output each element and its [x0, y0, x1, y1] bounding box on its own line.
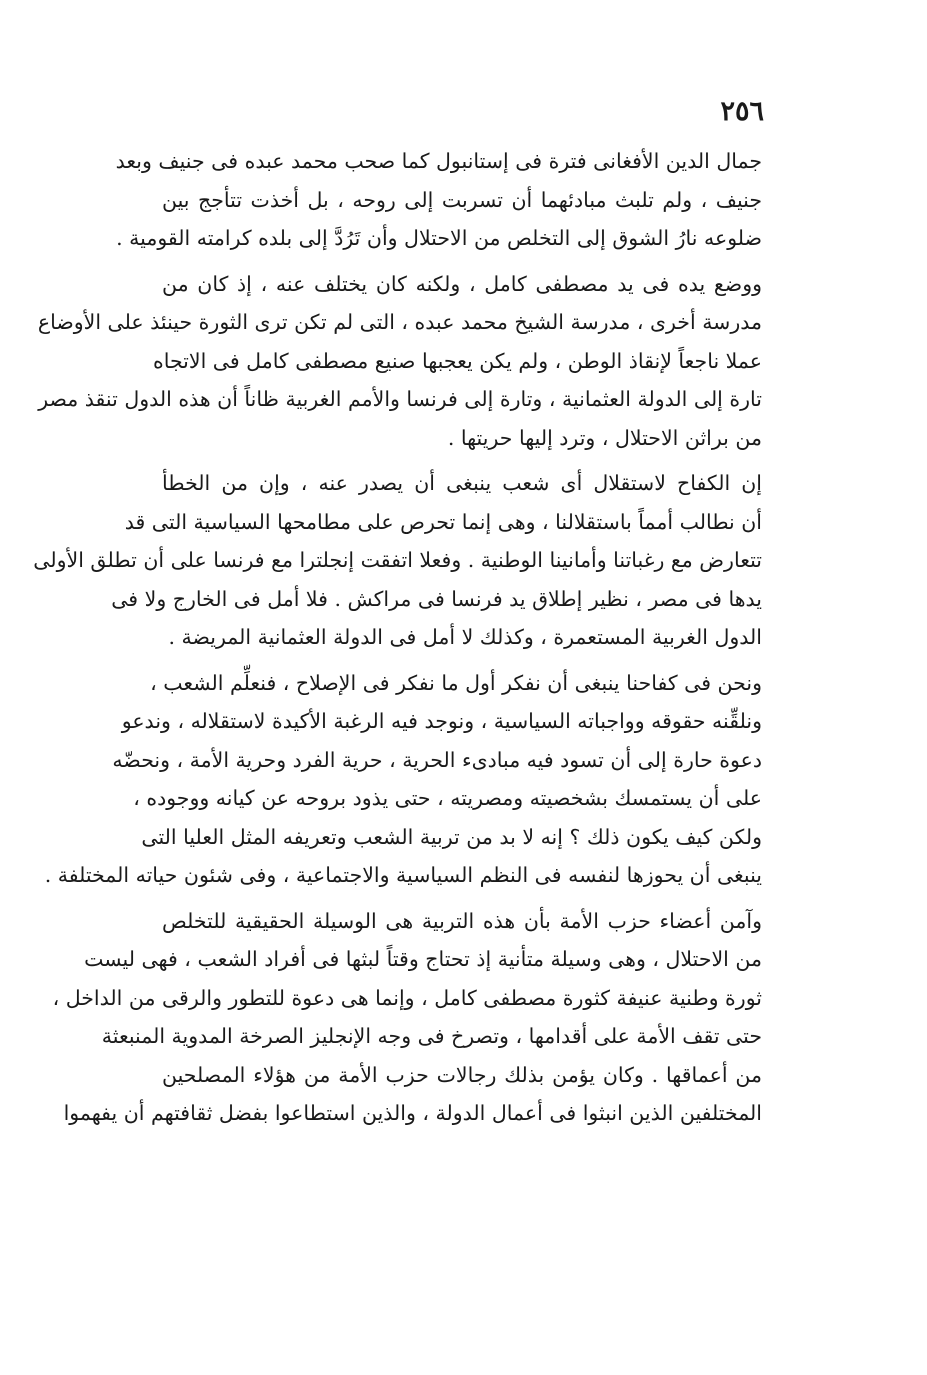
text-line: يدها فى مصر ، نظير إطلاق يد فرنسا فى مراكش . فلا أمل فى الخارج ولا فى — [111, 586, 762, 611]
text-line: دعوة حارة إلى أن تسود فيه مبادىء الحرية ، حرية الفرد وحرية الأمة ، ونحضّه — [112, 747, 762, 772]
body-text — [33, 142, 762, 1140]
text-line: تتعارض مع رغباتنا وأمانينا الوطنية . وفعلا اتفقت إنجلترا مع فرنسا على أن تطلق الأولى — [33, 548, 762, 572]
text-line: من براثن الاحتلال ، وترد إليها حريتها . — [447, 425, 762, 450]
text-line: ينبغى أن يحوزها لنفسه فى النظم السياسية والاجتماعية ، وفى شئون حياته المختلفة . — [44, 863, 762, 887]
text-line: المختلفين الذين انبثوا فى أعمال الدولة ، والذين استطاعوا بفضل ثقافتهم أن يفهموا — [63, 1101, 762, 1125]
text-line: ثورة وطنية عنيفة كثورة مصطفى كامل ، وإنما هى دعوة للتطور والرقى من الداخل ، — [52, 985, 762, 1010]
paragraph — [115, 142, 762, 258]
page-number: ٢٥٦ — [720, 96, 764, 127]
text-line: ونلقِّنه حقوقه وواجباته السياسية ، ونوجد فيه الرغبة الأكيدة لاستقلاله ، وندعو — [121, 709, 762, 733]
text-line: ووضع يده فى يد مصطفى كامل ، ولكنه كان يختلف عنه ، إذ كان من — [162, 271, 762, 296]
text-line: من الاحتلال ، وهى وسيلة متأنية إذ تحتاج وقتاً لبثها فى أفراد الشعب ، فهى ليست — [84, 947, 762, 971]
text-line: من أعماقها . وكان يؤمن بذلك رجالات حزب الأمة من هؤلاء المصلحين — [162, 1062, 762, 1087]
text-line: على أن يستمسك بشخصيته ومصريته ، حتى يذود بروحه عن كيانه ووجوده ، — [133, 786, 762, 810]
text-line: ضلوعه نارُ الشوق إلى التخلص من الاحتلال وأن تَرُدَّ إلى بلده كرامته القومية . — [116, 226, 762, 250]
paragraph — [33, 464, 762, 657]
text-line: جمال الدين الأفغانى فترة فى إستانبول كما صحب محمد عبده فى جنيف وبعد — [115, 149, 762, 173]
text-line: وآمن أعضاء حزب الأمة بأن هذه التربية هى الوسيلة الحقيقية للتخلص — [162, 908, 762, 933]
text-line: أن نطالب أمماً باستقلالنا ، وهى إنما تحرص على مطامحها السياسية التى قد — [124, 509, 762, 534]
text-line: الدول الغربية المستعمرة ، وكذلك لا أمل فى الدولة العثمانية المريضة . — [168, 625, 762, 649]
text-line: مدرسة أخرى ، مدرسة الشيخ محمد عبده ، التى لم تكن ترى الثورة حينئذ على الأوضاع — [37, 310, 762, 334]
paragraph — [52, 902, 762, 1133]
text-line: ولكن كيف يكون ذلك ؟ إنه لا بد من تربية الشعب وتعريفه المثل العليا التى — [141, 824, 762, 849]
text-line: عملا ناجعاً لإنقاذ الوطن ، ولم يكن يعجبها صنيع مصطفى كامل فى الاتجاه — [152, 348, 762, 373]
text-line: ونحن فى كفاحنا ينبغى أن نفكر أول ما نفكر فى الإصلاح ، فنعلِّم الشعب ، — [150, 670, 762, 695]
text-line: حتى تقف الأمة على أقدامها ، وتصرخ فى وجه الإنجليز الصرخة المدوية المنبعثة — [101, 1024, 762, 1048]
paragraph — [44, 664, 762, 895]
text-line: إن الكفاح لاستقلال أى شعب ينبغى أن يصدر عنه ، وإن من الخطأ — [162, 471, 762, 495]
text-line: تارة إلى الدولة العثمانية ، وتارة إلى فرنسا والأمم الغربية ظاناً أن هذه الدول تنقذ مصر — [38, 387, 762, 411]
paragraph — [37, 265, 762, 458]
text-line: جنيف ، ولم تلبث مبادئهما أن تسربت إلى روحه ، بل أخذت تتأجج بين — [162, 187, 762, 212]
